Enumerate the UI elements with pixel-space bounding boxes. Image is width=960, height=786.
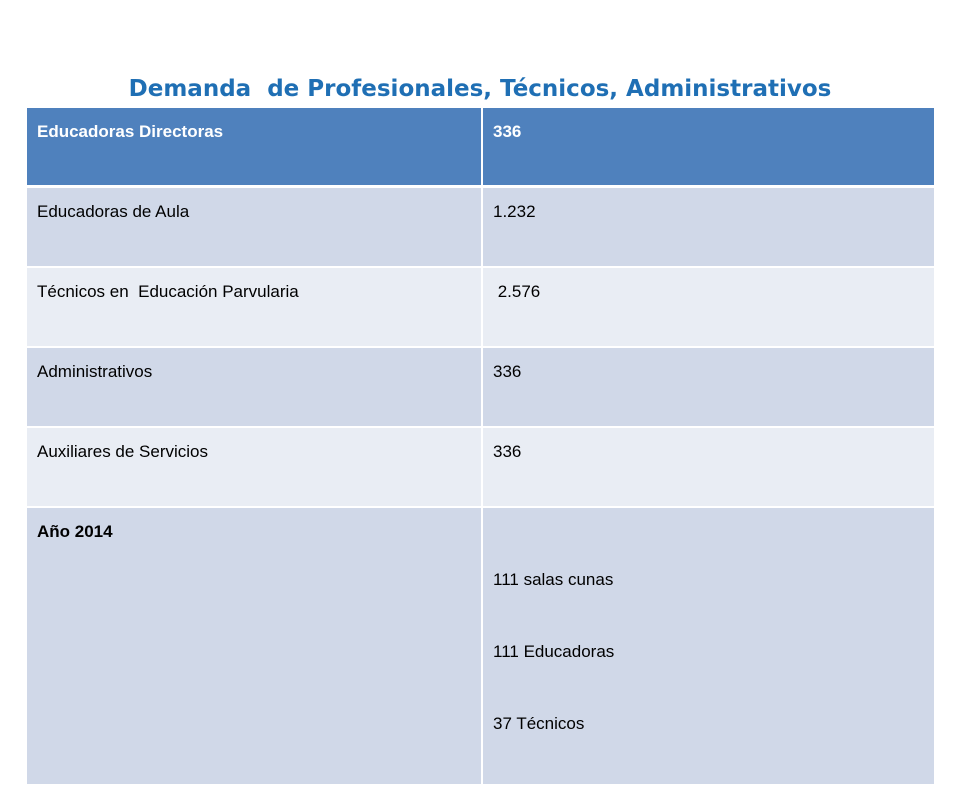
table-header-value: 336 [482, 108, 934, 187]
row-label-year: Año 2014 [27, 507, 482, 785]
table-row [27, 267, 934, 347]
row-label: Educadoras de Aula [27, 187, 482, 268]
demand-table [27, 108, 934, 786]
table-row [27, 427, 934, 507]
row-value: 336 [482, 427, 934, 507]
row-label: Técnicos en Educación Parvularia [27, 267, 482, 347]
year-detail-line: 111 Educadoras [493, 642, 615, 661]
table-header-row [27, 108, 934, 187]
row-label: Auxiliares de Servicios [27, 427, 482, 507]
table-row-year-2014 [27, 507, 934, 785]
row-value: 2.576 [482, 267, 934, 347]
row-label: Administrativos [27, 347, 482, 427]
row-value: 1.232 [482, 187, 934, 268]
year-detail-line: 111 salas cunas [493, 570, 614, 589]
table-row [27, 187, 934, 268]
table-header-label: Educadoras Directoras [27, 108, 482, 187]
row-value-year-details [482, 507, 934, 785]
row-value: 336 [482, 347, 934, 427]
slide-title-line-1: Demanda de Profesionales, Técnicos, Administrativos [128, 76, 832, 102]
year-detail-line: 37 Técnicos [493, 714, 585, 733]
table-row [27, 347, 934, 427]
